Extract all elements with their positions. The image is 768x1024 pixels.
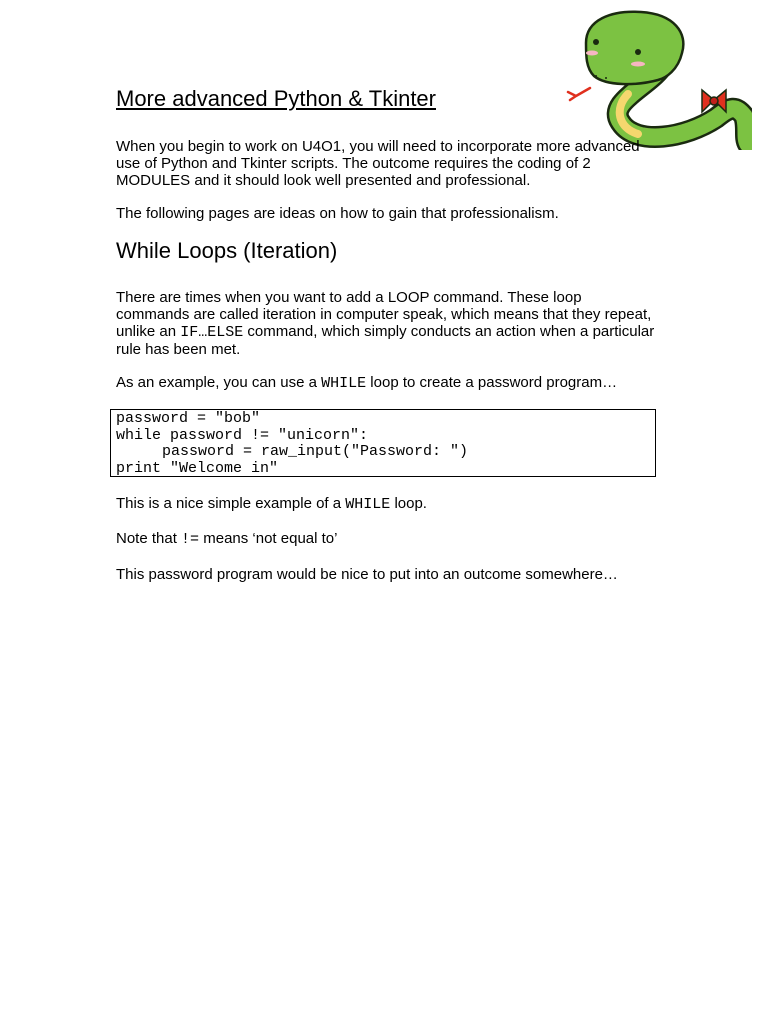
intro-paragraph-2: The following pages are ideas on how to gain that professionalism. <box>116 205 559 222</box>
text-segment: There are times when you want to add a LOOP command. These loop commands are called iteration in computer speak, which means that they repeat, unlike an <box>116 289 652 340</box>
snake-mascot-icon <box>566 8 752 150</box>
inline-code-while: WHILE <box>345 496 391 513</box>
example-summary-paragraph <box>116 495 656 513</box>
inline-code-while: WHILE <box>321 375 367 392</box>
text-segment: This is a nice simple example of a <box>116 495 346 512</box>
example-intro-paragraph <box>116 374 656 392</box>
text-segment: loop. <box>390 495 427 512</box>
code-line: password = "bob" <box>116 410 261 427</box>
loop-explanation-paragraph <box>116 289 656 358</box>
page-title: More advanced Python & Tkinter <box>116 86 436 111</box>
text-segment: loop to create a password program… <box>366 374 618 391</box>
inline-code-not-equal: != <box>181 531 200 548</box>
intro-paragraph: When you begin to work on U4O1, you will need to incorporate more advanced use of Python and Tkinter scripts. The outcome requires the coding of 2 MODULES and it should look well presented and professional. <box>116 138 640 189</box>
section-heading: While Loops (Iteration) <box>116 238 338 263</box>
text-segment: Note that <box>116 530 182 547</box>
closing-paragraph: This password program would be nice to put into an outcome somewhere… <box>116 566 618 583</box>
code-block <box>110 409 656 477</box>
text-segment: command, which simply conducts an action when a particular rule has been met. <box>116 323 655 358</box>
code-line: password = raw_input("Password: ") <box>162 443 469 460</box>
code-line: while password != "unicorn": <box>116 426 369 444</box>
operator-note-paragraph <box>116 530 656 548</box>
inline-code-if-else: IF…ELSE <box>180 324 244 341</box>
code-line: print "Welcome in" <box>116 459 279 477</box>
text-segment: As an example, you can use a <box>116 374 322 391</box>
text-segment: means ‘not equal to’ <box>199 530 338 547</box>
